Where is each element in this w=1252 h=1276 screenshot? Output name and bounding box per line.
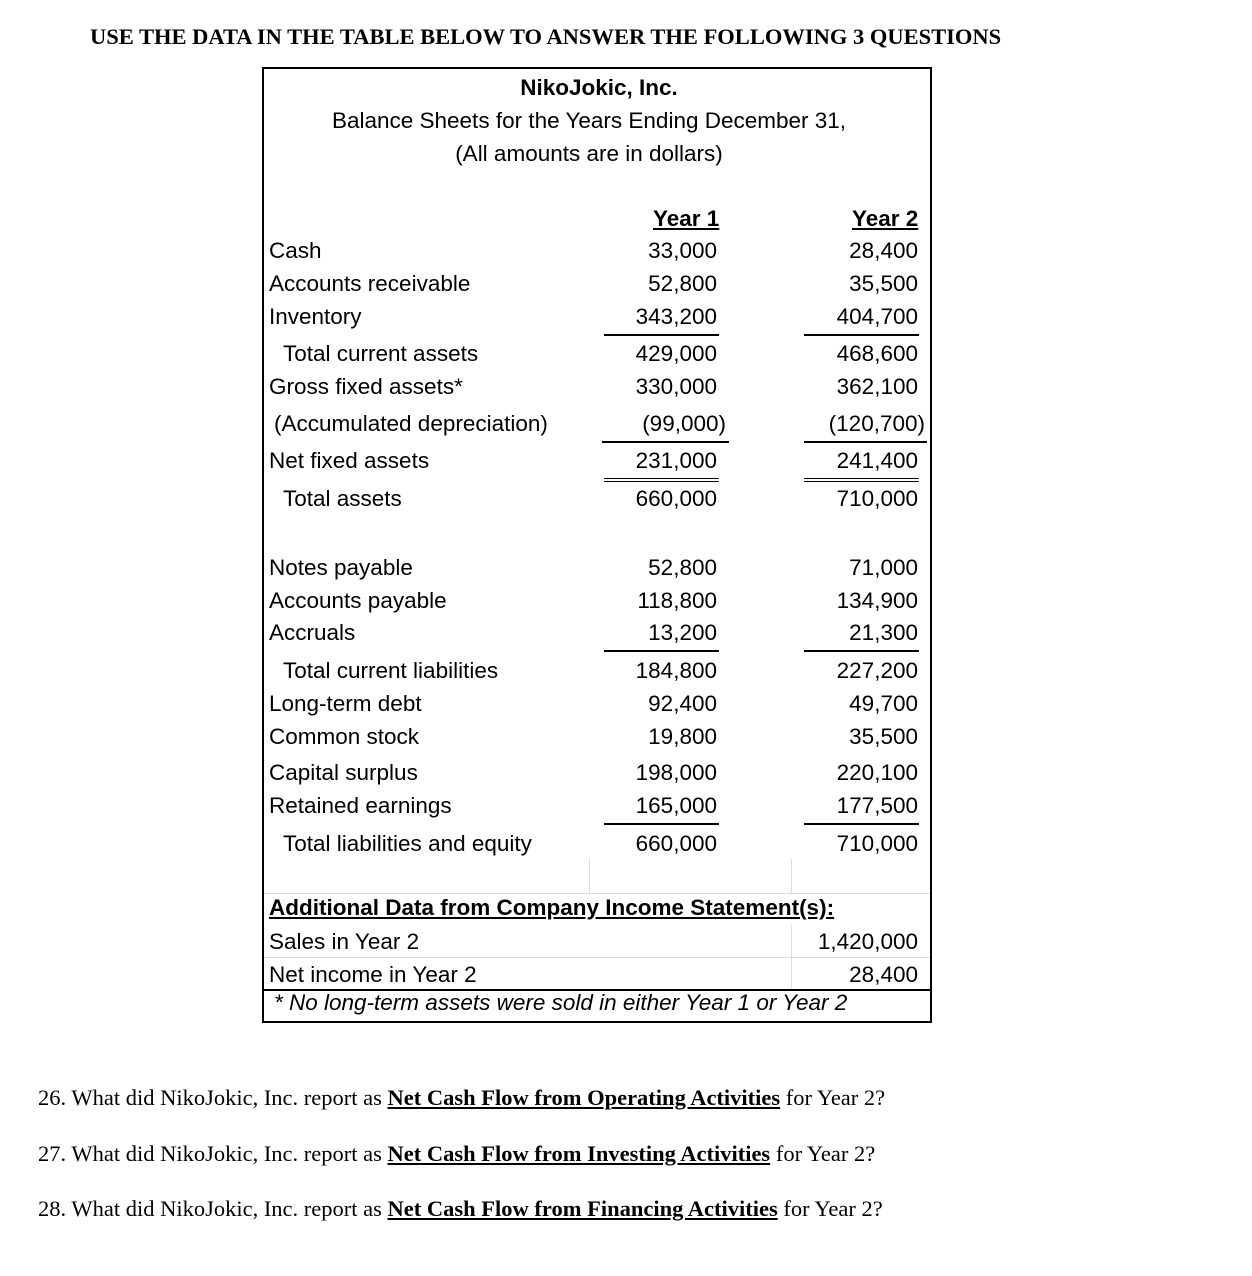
gross-fixed-assets-year-2: 362,100 <box>836 374 918 399</box>
cash-year-2: 28,400 <box>849 238 918 263</box>
accounts-receivable-year-1: 52,800 <box>648 271 717 296</box>
notes-payable-year-2: 71,000 <box>849 555 918 580</box>
subtotal-rule <box>604 823 719 825</box>
row-label-total-assets: Total assets <box>283 486 402 511</box>
row-label-capital-surplus: Capital surplus <box>269 760 418 785</box>
long-term-debt-year-2: 49,700 <box>849 691 918 716</box>
subtotal-rule <box>804 334 919 336</box>
question-highlight: Net Cash Flow from Investing Activities <box>387 1141 771 1166</box>
row-label-net-fixed-assets: Net fixed assets <box>269 448 430 473</box>
gridline <box>791 859 792 893</box>
gross-fixed-assets-year-1: 330,000 <box>635 374 717 399</box>
row-label-total-current-assets: Total current assets <box>283 341 479 366</box>
accumulated-depreciation-year-2: (120,700) <box>828 411 925 436</box>
sales-year-2-value: 1,420,000 <box>817 929 918 954</box>
gridline <box>264 957 930 958</box>
total-assets-year-2: 710,000 <box>836 486 918 511</box>
inventory-year-1: 343,200 <box>635 304 717 329</box>
accounts-payable-year-2: 134,900 <box>836 588 918 613</box>
total-current-assets-year-1: 429,000 <box>635 341 717 366</box>
additional-data-title: Additional Data from Company Income Statement(s): <box>269 895 835 920</box>
row-label-inventory: Inventory <box>269 304 362 329</box>
capital-surplus-year-1: 198,000 <box>635 760 717 785</box>
row-label-net-income-year-2: Net income in Year 2 <box>269 962 477 987</box>
sheet-subtitle: Balance Sheets for the Years Ending December 31, <box>331 108 847 133</box>
company-name: NikoJokic, Inc. <box>520 75 678 100</box>
column-header-year-1: Year 1 <box>653 206 720 231</box>
question-text: for Year 2? <box>770 1141 876 1166</box>
row-label-common-stock: Common stock <box>269 724 420 749</box>
total-liabilities-and-equity-year-2: 710,000 <box>836 831 918 856</box>
subtotal-rule <box>804 823 919 825</box>
total-assets-year-1: 660,000 <box>635 486 717 511</box>
retained-earnings-year-1: 165,000 <box>635 793 717 818</box>
row-label-gross-fixed-assets: Gross fixed assets* <box>269 374 463 399</box>
capital-surplus-year-2: 220,100 <box>836 760 918 785</box>
row-label-accounts-payable: Accounts payable <box>269 588 447 613</box>
accounts-receivable-year-2: 35,500 <box>849 271 918 296</box>
gridline <box>264 893 930 894</box>
retained-earnings-year-2: 177,500 <box>836 793 918 818</box>
common-stock-year-1: 19,800 <box>648 724 717 749</box>
total-double-rule <box>604 478 719 482</box>
subtotal-rule <box>804 650 919 652</box>
question-highlight: Net Cash Flow from Operating Activities <box>387 1085 781 1110</box>
row-label-accounts-receivable: Accounts receivable <box>269 271 471 296</box>
row-label-accumulated-depreciation: (Accumulated depreciation) <box>274 411 548 436</box>
row-label-total-current-liabilities: Total current liabilities <box>283 658 499 683</box>
units-note: (All amounts are in dollars) <box>455 141 723 166</box>
total-double-rule <box>804 478 919 482</box>
accumulated-depreciation-year-1: (99,000) <box>642 411 726 436</box>
inventory-year-2: 404,700 <box>836 304 918 329</box>
question-27 <box>38 1141 875 1167</box>
question-highlight: Net Cash Flow from Financing Activities <box>387 1196 778 1221</box>
total-current-liabilities-year-1: 184,800 <box>635 658 717 683</box>
question-text: for Year 2? <box>777 1196 883 1221</box>
question-text: 27. What did NikoJokic, Inc. report as <box>38 1141 388 1166</box>
cash-year-1: 33,000 <box>648 238 717 263</box>
subtotal-rule <box>804 441 927 443</box>
gridline <box>791 925 792 989</box>
total-liabilities-and-equity-year-1: 660,000 <box>635 831 717 856</box>
balance-sheet-table <box>262 67 932 1023</box>
subtotal-rule <box>604 650 719 652</box>
row-label-sales-year-2: Sales in Year 2 <box>269 929 420 954</box>
net-fixed-assets-year-2: 241,400 <box>836 448 918 473</box>
row-label-accruals: Accruals <box>269 620 356 645</box>
long-term-debt-year-1: 92,400 <box>648 691 717 716</box>
subtotal-rule <box>604 334 719 336</box>
accruals-year-1: 13,200 <box>648 620 717 645</box>
question-26 <box>38 1085 885 1111</box>
accounts-payable-year-1: 118,800 <box>637 588 717 613</box>
net-fixed-assets-year-1: 231,000 <box>635 448 717 473</box>
gridline <box>589 859 590 893</box>
row-label-notes-payable: Notes payable <box>269 555 413 580</box>
row-label-retained-earnings: Retained earnings <box>269 793 452 818</box>
row-label-long-term-debt: Long-term debt <box>269 691 422 716</box>
total-current-liabilities-year-2: 227,200 <box>836 658 918 683</box>
table-bottom-border <box>262 1021 932 1023</box>
question-text: 26. What did NikoJokic, Inc. report as <box>38 1085 388 1110</box>
common-stock-year-2: 35,500 <box>849 724 918 749</box>
question-text: 28. What did NikoJokic, Inc. report as <box>38 1196 388 1221</box>
accruals-year-2: 21,300 <box>849 620 918 645</box>
subtotal-rule <box>602 441 729 443</box>
net-income-year-2-value: 28,400 <box>849 962 918 987</box>
notes-payable-year-1: 52,800 <box>648 555 717 580</box>
row-label-cash: Cash <box>269 238 322 263</box>
row-label-total-liabilities-and-equity: Total liabilities and equity <box>283 831 532 856</box>
question-text: for Year 2? <box>780 1085 886 1110</box>
total-current-assets-year-2: 468,600 <box>836 341 918 366</box>
footnote: * No long-term assets were sold in either Year 1 or Year 2 <box>274 990 848 1015</box>
question-28 <box>38 1196 883 1222</box>
page-heading: USE THE DATA IN THE TABLE BELOW TO ANSWER THE FOLLOWING 3 QUESTIONS <box>90 24 1002 49</box>
column-header-year-2: Year 2 <box>852 206 919 231</box>
